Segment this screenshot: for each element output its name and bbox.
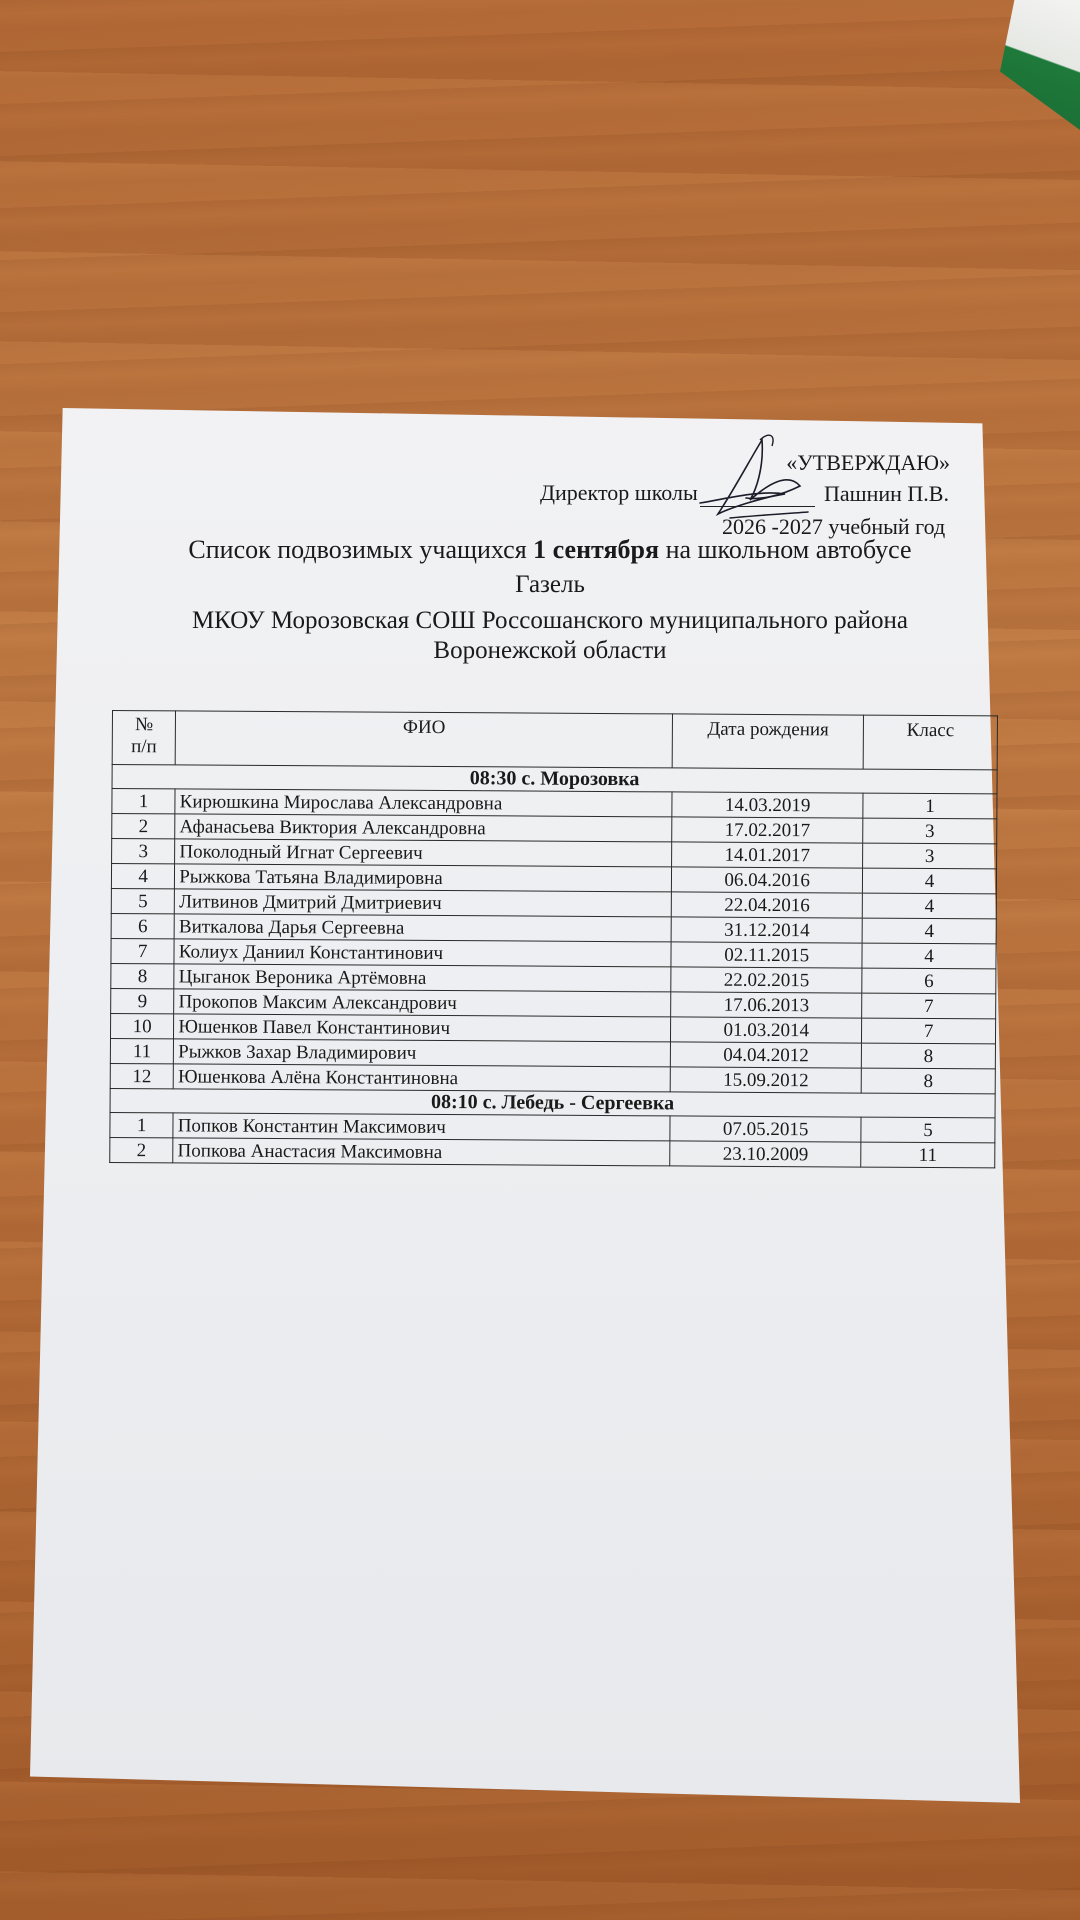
birth-date: 04.04.2012 [671, 1042, 862, 1068]
birth-date: 17.02.2017 [672, 817, 863, 843]
table-row [110, 1137, 995, 1167]
grade: 4 [863, 868, 997, 894]
birth-date: 02.11.2015 [671, 942, 862, 968]
row-number: 4 [111, 864, 174, 889]
student-name: Поколодный Игнат Сергеевич [175, 839, 672, 867]
grade: 8 [861, 1068, 995, 1094]
header-birth: Дата рождения [672, 714, 863, 769]
row-number: 12 [110, 1063, 173, 1088]
grade: 8 [861, 1043, 995, 1069]
header-num-abbr: п/п [131, 736, 157, 758]
header-name: ФИО [175, 711, 672, 768]
grade: 4 [862, 943, 996, 969]
grade: 5 [861, 1117, 995, 1143]
student-name: Юшенкова Алёна Константиновна [173, 1064, 670, 1092]
row-number: 2 [112, 814, 175, 839]
grade: 4 [862, 918, 996, 944]
students-table [109, 710, 998, 1168]
row-number: 7 [111, 938, 174, 963]
birth-date: 14.03.2019 [672, 792, 863, 818]
grade: 11 [861, 1142, 995, 1168]
grade: 7 [862, 993, 996, 1019]
title-line-3: МКОУ Морозовская СОШ Россошанского муниципального района [191, 607, 909, 634]
birth-date: 17.06.2013 [671, 992, 862, 1018]
director-name: Пашнин П.В. [824, 481, 949, 506]
student-name: Юшенков Павел Константинович [174, 1014, 671, 1042]
row-number: 1 [110, 1112, 173, 1137]
student-name: Виткалова Дарья Сергеевна [174, 914, 671, 942]
title-date: 1 сентября [533, 535, 660, 564]
table-body [110, 765, 997, 1168]
group-heading: 08:10 с. Лебедь - Сергеевка [110, 1088, 995, 1117]
student-name: Кирюшкина Мирослава Александровна [175, 789, 672, 817]
academic-year: 2026 -2027 учебный год [722, 514, 946, 539]
row-number: 8 [111, 963, 174, 988]
row-number: 10 [110, 1013, 173, 1038]
title-suffix: на школьном автобусе [659, 535, 912, 564]
birth-date: 01.03.2014 [671, 1017, 862, 1043]
student-name: Рыжков Захар Владимирович [174, 1039, 671, 1067]
row-number: 9 [111, 988, 174, 1013]
birth-date: 22.02.2015 [671, 967, 862, 993]
student-name: Цыганок Вероника Артёмовна [174, 964, 671, 992]
title-line-1 [180, 535, 920, 565]
student-name: Литвинов Дмитрий Дмитриевич [175, 889, 672, 917]
birth-date: 22.04.2016 [671, 892, 862, 918]
grade: 1 [863, 793, 997, 819]
director-signature [690, 428, 840, 538]
title-line-4: Воронежской области [433, 637, 667, 664]
student-name: Прокопов Максим Александрович [174, 989, 671, 1017]
grade: 6 [862, 968, 996, 994]
director-label: Директор школы [540, 480, 698, 505]
header-num [112, 711, 176, 765]
grade: 3 [863, 843, 997, 869]
row-number: 5 [111, 888, 174, 913]
grade: 7 [862, 1018, 996, 1044]
row-number: 2 [110, 1137, 173, 1162]
birth-date: 31.12.2014 [671, 917, 862, 943]
header-grade: Класс [863, 715, 997, 770]
student-name: Попков Константин Максимович [173, 1113, 670, 1141]
header-num-symbol: № [134, 714, 154, 736]
row-number: 6 [111, 913, 174, 938]
student-name: Рыжкова Татьяна Владимировна [175, 864, 672, 892]
birth-date: 07.05.2015 [670, 1116, 861, 1142]
title-line-2: Газель [515, 571, 585, 598]
header-row [112, 711, 997, 770]
birth-date: 06.04.2016 [672, 867, 863, 893]
row-number: 11 [110, 1038, 173, 1063]
group-heading: 08:30 с. Морозовка [112, 765, 997, 794]
birth-date: 14.01.2017 [672, 842, 863, 868]
title-prefix: Список подвозимых учащихся [188, 535, 534, 564]
birth-date: 23.10.2009 [670, 1141, 861, 1167]
grade: 3 [863, 818, 997, 844]
approval-stamp: «УТВЕРЖДАЮ» [786, 450, 950, 475]
student-name: Колиух Даниил Константинович [174, 939, 671, 967]
student-name: Афанасьева Виктория Александровна [175, 814, 672, 842]
row-number: 3 [112, 839, 175, 864]
row-number: 1 [112, 789, 175, 814]
birth-date: 15.09.2012 [670, 1067, 861, 1093]
student-name: Попкова Анастасия Максимовна [173, 1138, 670, 1166]
grade: 4 [862, 893, 996, 919]
